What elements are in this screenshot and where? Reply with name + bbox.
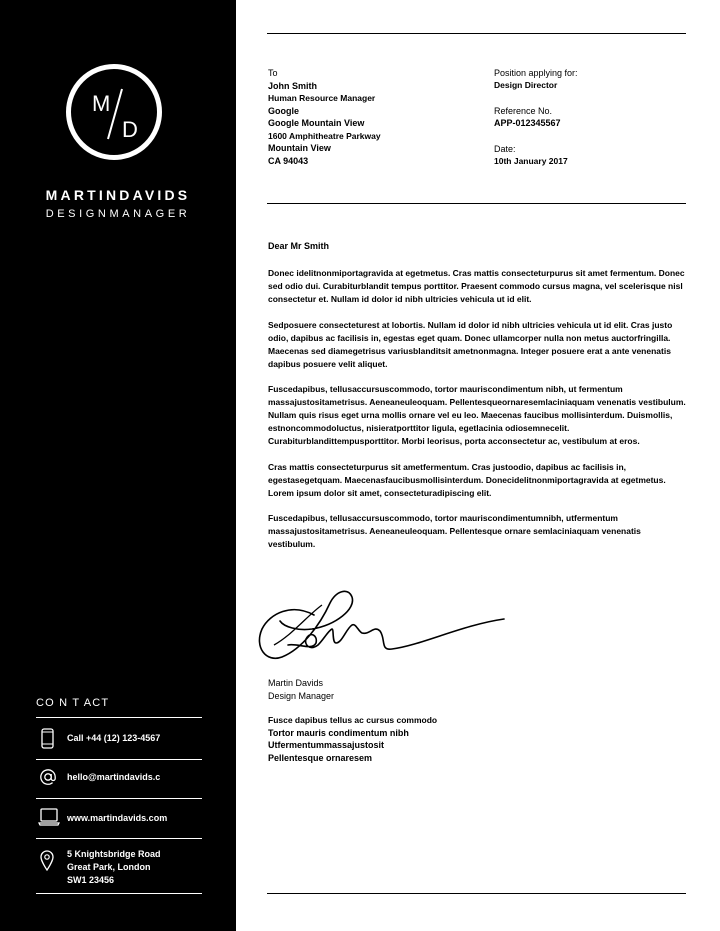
address-line: 5 Knightsbridge Road xyxy=(67,849,161,859)
recipient-city: Mountain View xyxy=(268,143,331,153)
laptop-icon xyxy=(38,808,60,826)
contact-address-text xyxy=(67,848,161,887)
contact-phone-text: Call +44 (12) 123-4567 xyxy=(67,733,161,743)
position-label: Position applying for: xyxy=(494,68,578,78)
closing-notes xyxy=(268,714,437,764)
applicant-role: DESIGNMANAGER xyxy=(45,208,191,220)
phone-icon xyxy=(41,728,54,749)
contact-divider xyxy=(36,717,202,718)
letter-body xyxy=(268,240,688,564)
contact-divider xyxy=(36,798,202,799)
header-rule xyxy=(267,33,686,34)
contact-website[interactable] xyxy=(36,806,202,830)
date-value: 10th January 2017 xyxy=(494,156,568,166)
position-block xyxy=(494,67,578,167)
address-line: SW1 23456 xyxy=(67,875,115,885)
date-label: Date: xyxy=(494,144,516,154)
footer-rule xyxy=(267,893,686,894)
letter-greeting: Dear Mr Smith xyxy=(268,241,330,251)
monogram-logo xyxy=(66,64,162,160)
contact-divider xyxy=(36,838,202,839)
recipient-postcode: CA 94043 xyxy=(268,155,309,166)
contact-email[interactable] xyxy=(36,767,202,789)
letter-paragraph: Donec idelitnonmiportagravida at egetmetus. Cras mattis consecteturpurus sit amet fermentum. Donec sed odio dui. Curabiturblandit tempus porttitor. Praesent commodo cursus magna, vel scelerisque nisl consectetur et. Nullam id dolor id nibh ultricies vehicula ut id elit. xyxy=(268,268,685,304)
signoff-title: Design Manager xyxy=(268,690,335,701)
contact-website-text: www.martindavids.com xyxy=(67,813,168,823)
at-sign-icon xyxy=(39,768,57,786)
contact-divider xyxy=(36,893,202,894)
contact-phone[interactable] xyxy=(36,728,202,750)
letter-paragraph: Fuscedapibus, tellusaccursuscommodo, tortor mauriscondimentumnibh, utfermentum massajustositametrisus. Aeneaneuleoquam. Pellentesque ornare semlaciniaquam venenatis vestibulum. xyxy=(268,513,641,549)
signoff xyxy=(268,677,334,702)
recipient-street: 1600 Amphitheatre Parkway xyxy=(268,130,381,141)
contact-address xyxy=(36,848,202,888)
recipient-title: Human Resource Manager xyxy=(268,93,376,103)
contact-heading: CO N T ACT xyxy=(36,697,110,709)
letter-paragraph: Cras mattis consecteturpurus sit ametfermentum. Cras justoodio, dapibus ac facilisis in, egestasegetquam. Maecenasfaucibusmollisinterdum. Donecidelitnonmiportagravida at egetmetus. Lorem ipsum dolor sit amet, consecteturadipiscing elit. xyxy=(268,461,666,498)
handwritten-signature xyxy=(252,585,512,670)
letter-paragraph: Fuscedapibus, tellusaccursuscommodo, tortor mauriscondimentum nibh, ut fermentum massajustositametrisus. Aeneaneuleoquam. Pellentesqueornaresemlaciniaquam venenatis vestibulum. Nullam quis risus eget urna mollis ornare vel eu leo. Maecenas faucibus mollisinterdum. Duismollis, estnoncommodoluctus, nisieratporttitor ligula, egetlacinia odiosemnecelit. Curabiturblandittempusporttitor. Morbi leorisus, porta acconsectetur ac, vestibulum at eros. xyxy=(268,384,686,446)
address-line: Great Park, London xyxy=(67,862,151,872)
closing-line: Fusce dapibus tellus ac cursus commodo xyxy=(268,715,438,725)
closing-line: Pellentesque ornaresem xyxy=(268,752,373,763)
logo-slash-icon xyxy=(71,69,157,155)
header-rule xyxy=(267,203,686,204)
signoff-name: Martin Davids xyxy=(268,678,324,688)
recipient-name: John Smith xyxy=(268,80,317,91)
sidebar xyxy=(0,0,236,931)
reference-value: APP-012345567 xyxy=(494,118,561,128)
recipient-office: Google Mountain View xyxy=(268,118,365,128)
closing-line: Utfermentummassajustosit xyxy=(268,740,385,750)
closing-line: Tortor mauris condimentum nibh xyxy=(268,727,409,738)
contact-divider xyxy=(36,759,202,760)
reference-label: Reference No. xyxy=(494,106,553,116)
recipient-company: Google xyxy=(268,105,299,116)
logo-initial-d: D xyxy=(122,117,138,142)
recipient-block xyxy=(268,67,381,167)
applicant-name: MARTINDAVIDS xyxy=(45,187,191,203)
contact-email-text: hello@martindavids.c xyxy=(67,772,161,782)
logo-initial-m: M xyxy=(92,91,111,116)
map-pin-icon xyxy=(40,850,54,871)
to-label: To xyxy=(268,68,278,78)
position-value: Design Director xyxy=(494,80,558,90)
letter-paragraph: Sedposuere consecteturest at lobortis. Nullam id dolor id nibh ultricies vehicula ut id elit. Cras justo odio, dapibus ac facilisis in, egestas eget quam. Donec ullamcorper nulla non metus auctorfringilla. Maecenas sed diamegetrisus variusblanditsit ametnonmagna. Integer posuere erat a ante venenatis dapibus posuere velit aliquet. xyxy=(268,319,673,369)
